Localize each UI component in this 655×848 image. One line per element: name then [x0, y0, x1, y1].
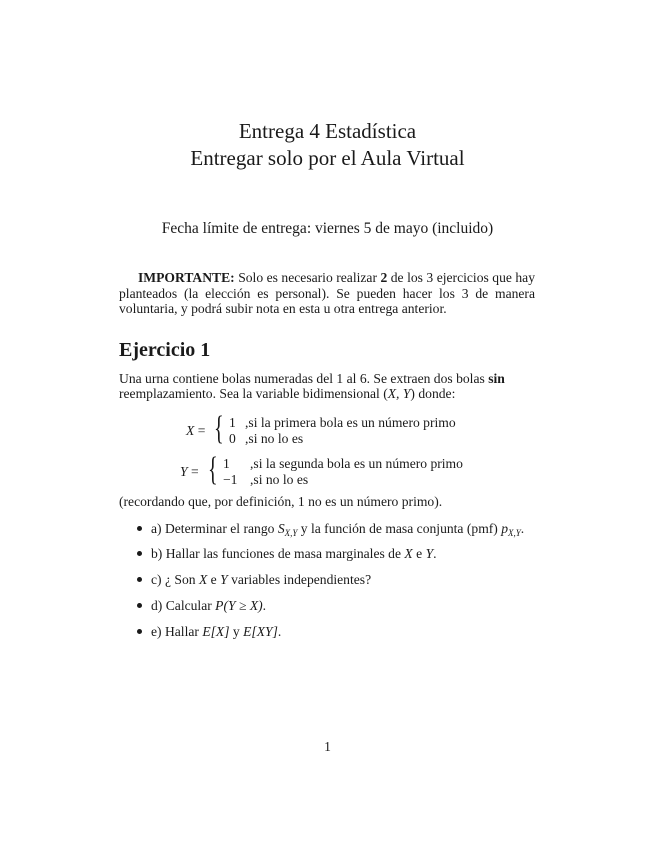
y-brace: {	[208, 451, 218, 488]
intro-line-1: Una urna contiene bolas numeradas del 1 al 6. Se extraen dos bolas sin	[119, 371, 505, 386]
list-item-e: e) Hallar E[X] y E[XY].	[137, 624, 281, 640]
x-lhs: X =	[186, 423, 206, 438]
title-line-2: Entregar solo por el Aula Virtual	[190, 146, 465, 170]
y-case-1-condition: ,si la segunda bola es un número primo	[250, 456, 463, 471]
page-number: 1	[324, 739, 331, 754]
y-case-2-value: −1	[223, 472, 238, 487]
important-paragraph: IMPORTANTE: Solo es necesario realizar 2 de los 3 ejercicios que hay planteados (la elección es personal). Se pueden hacer los 3 de manera voluntaria, y podrá subir nota en esta u otra entrega anterior.	[119, 270, 536, 316]
x-case-1-condition: ,si la primera bola es un número primo	[245, 415, 456, 430]
x-case-1-value: 1	[229, 415, 236, 430]
note-text: (recordando que, por definición, 1 no es un número primo).	[119, 494, 443, 509]
important-label: IMPORTANTE:	[138, 270, 235, 285]
x-case-2-condition: ,si no lo es	[245, 431, 304, 446]
bullet-icon	[137, 629, 142, 634]
x-brace: {	[214, 410, 224, 447]
list-item-b: b) Hallar las funciones de masa marginales de X e Y.	[137, 546, 437, 562]
x-case-2-value: 0	[229, 431, 236, 446]
title-line-1: Entrega 4 Estadística	[238, 119, 417, 143]
bullet-icon	[137, 551, 142, 556]
bold-number: 2	[380, 270, 388, 285]
list-item-c: c) ¿ Son X e Y variables independientes?	[137, 572, 371, 588]
bullet-icon	[137, 603, 142, 608]
bullet-icon	[137, 577, 142, 582]
bullet-icon	[137, 526, 142, 531]
deadline-text: Fecha límite de entrega: viernes 5 de mayo (incluido)	[161, 220, 494, 237]
intro-line-2: reemplazamiento. Sea la variable bidimensional (X, Y) donde:	[119, 386, 456, 401]
y-case-1-value: 1	[223, 456, 230, 471]
section-heading-ejercicio-1: Ejercicio 1	[119, 339, 211, 361]
list-item-a: a) Determinar el rango $S_{X,Y}$ y la función de masa conjunta (pmf) $p_{X,Y}$.	[137, 521, 524, 538]
list-item-d: d) Calcular P(Y ≥ X).	[137, 598, 266, 614]
y-lhs: Y =	[180, 464, 199, 479]
y-case-2-condition: ,si no lo es	[250, 472, 309, 487]
